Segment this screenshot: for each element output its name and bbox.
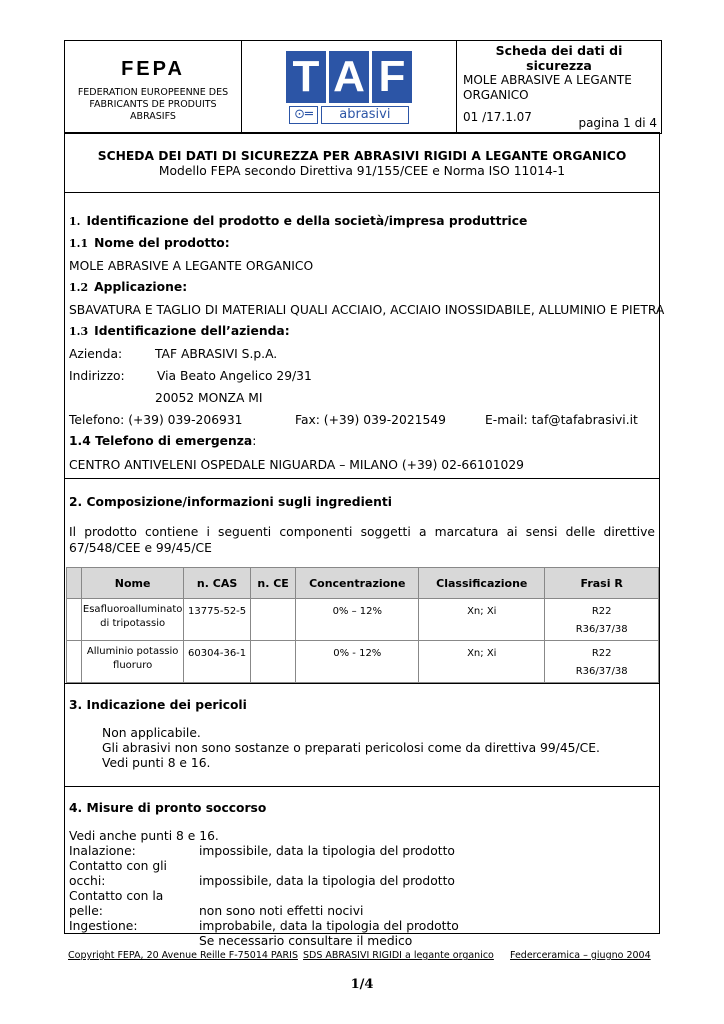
label: Ingestione: <box>69 919 138 933</box>
header-table <box>64 40 662 134</box>
section-number: 1.1 <box>69 237 89 250</box>
col-header: n. CE <box>250 568 296 599</box>
section-2 <box>64 479 660 684</box>
footer-doc: SDS ABRASIVI RIGIDI a legante organico <box>303 950 494 961</box>
section-number: 1.2 <box>69 281 89 294</box>
cell: 60304-36-1 <box>184 641 250 683</box>
page-number: 1/4 <box>350 977 374 992</box>
cell: R22 <box>591 648 612 659</box>
cell <box>250 599 296 641</box>
revision: 01 /17.1.07 <box>463 110 532 124</box>
label: Contatto con gli occhi: <box>69 859 167 888</box>
phone: Telefono: (+39) 039-206931 <box>69 413 243 427</box>
main-title: SCHEDA DEI DATI DI SICUREZZA PER ABRASIVI RIGIDI A LEGANTE ORGANICO <box>97 149 627 163</box>
logo-letter: T <box>286 51 326 103</box>
application-value: SBAVATURA E TAGLIO DI MATERIALI QUALI ACCIAIO, ACCIAIO INOSSIDABILE, ALLUMINIO E PIETRA <box>69 303 665 317</box>
product-name: MOLE ABRASIVE A LEGANTE ORGANICO <box>463 73 632 102</box>
section-heading: Identificazione del prodotto e della società/impresa produttrice <box>86 214 528 228</box>
page-indicator: pagina 1 di 4 <box>578 116 657 130</box>
section-heading: 4. Misure di pronto soccorso <box>69 801 267 815</box>
doc-title: Scheda dei dati di sicurezza <box>495 43 623 73</box>
section-1 <box>64 193 665 479</box>
value: impossibile, data la tipologia del prodotto <box>199 874 455 888</box>
cell: 0% - 12% <box>296 641 419 683</box>
logo-letter: F <box>372 51 412 103</box>
cell: Alluminio potassio fluoruro <box>81 641 183 683</box>
footer-date: Federceramica – giugno 2004 <box>510 950 651 961</box>
value: improbabile, data la tipologia del prodotto <box>199 919 459 933</box>
footer-copyright: Copyright FEPA, 20 Avenue Reille F-75014 PARIS <box>68 950 298 961</box>
table-row <box>67 641 659 683</box>
text-line: Vedi anche punti 8 e 16. <box>69 829 219 843</box>
value: non sono noti effetti nocivi <box>199 904 364 918</box>
cell: 13775-52-5 <box>184 599 250 641</box>
col-header: Nome <box>81 568 183 599</box>
fepa-logo: FEPA <box>121 58 185 80</box>
value: Se necessario consultare il medico <box>199 934 413 948</box>
fepa-cell <box>65 41 242 133</box>
label: Contatto con la pelle: <box>69 889 164 918</box>
section-heading: 2. Composizione/informazioni sugli ingredienti <box>69 495 392 509</box>
email-link[interactable]: E-mail: taf@tafabrasivi.it <box>485 413 638 427</box>
section-number: 1.3 <box>69 325 89 338</box>
value: impossibile, data la tipologia del prodotto <box>199 844 455 858</box>
col-header: Classificazione <box>419 568 545 599</box>
product-name-value: MOLE ABRASIVE A LEGANTE ORGANICO <box>69 259 314 273</box>
doc-info-cell <box>457 41 661 133</box>
logo-letter: A <box>329 51 369 103</box>
text-line: Vedi punti 8 e 16. <box>102 756 211 770</box>
cell: Xn; Xi <box>419 599 545 641</box>
section-text: Il prodotto contiene i seguenti componenti soggetti a marcatura ai sensi delle direttive 67/548/CEE e 99/45/CE <box>69 525 655 555</box>
cell: 0% – 12% <box>296 599 419 641</box>
section-4 <box>64 787 660 948</box>
subtitle: Modello FEPA secondo Direttiva 91/155/CEE e Norma ISO 11014-1 <box>158 164 566 178</box>
emergency-value: CENTRO ANTIVELENI OSPEDALE NIGUARDA – MILANO (+39) 02-66101029 <box>69 458 524 472</box>
cell: Xn; Xi <box>419 641 545 683</box>
cell: R22 <box>591 606 612 617</box>
subsection-heading: Identificazione dell’azienda: <box>94 324 290 338</box>
cell: R36/37/38 <box>575 666 628 677</box>
label: Azienda: <box>69 347 123 361</box>
label: Indirizzo: <box>69 369 125 383</box>
title-section <box>64 132 660 193</box>
text-line: Gli abrasivi non sono sostanze o preparati pericolosi come da direttiva 99/45/CE. <box>102 741 600 755</box>
cell: R36/37/38 <box>575 624 628 635</box>
subsection-heading: Nome del prodotto: <box>94 236 230 250</box>
cell: Esafluoroalluminato di tripotassio <box>81 599 183 641</box>
section-heading: 3. Indicazione dei pericoli <box>69 698 247 712</box>
fepa-name: FEDERATION EUROPEENNE DES <box>77 87 229 98</box>
address: Via Beato Angelico 29/31 <box>157 369 312 383</box>
logo-sub: abrasivi <box>321 106 409 124</box>
col-header: n. CAS <box>184 568 250 599</box>
company-name: TAF ABRASIVI S.p.A. <box>155 347 278 361</box>
colon: : <box>252 434 257 448</box>
subsection-heading: 1.4 Telefono di emergenza <box>69 434 253 448</box>
text-line: Non applicabile. <box>102 726 201 740</box>
section-3 <box>64 684 660 787</box>
cell <box>250 641 296 683</box>
subsection-heading: Applicazione: <box>94 280 188 294</box>
taf-logo <box>242 41 457 133</box>
wheel-icon: ⊙═ <box>289 106 318 124</box>
label: Inalazione: <box>69 844 136 858</box>
table-row <box>67 599 659 641</box>
ingredients-table <box>66 567 659 683</box>
col-header: Frasi R <box>545 568 659 599</box>
fepa-name: FABRICANTS DE PRODUITS ABRASIFS <box>89 99 217 122</box>
address-city: 20052 MONZA MI <box>155 391 263 405</box>
section-number: 1. <box>69 215 81 228</box>
fax: Fax: (+39) 039-2021549 <box>295 413 446 427</box>
col-header: Concentrazione <box>296 568 419 599</box>
